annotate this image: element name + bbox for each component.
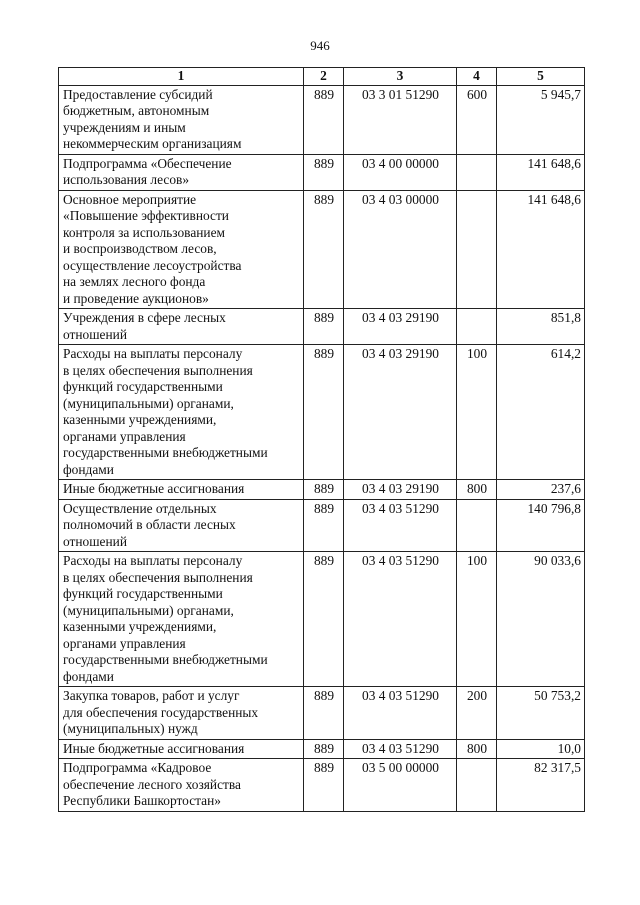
expense-name-line: органами управления bbox=[63, 635, 186, 651]
amount: 614,2 bbox=[497, 345, 585, 480]
expense-name-line: в целях обеспечения выполнения bbox=[63, 569, 253, 585]
table-row bbox=[59, 499, 585, 552]
expense-name-line: контроля за использованием bbox=[63, 224, 226, 240]
ministry-code: 889 bbox=[304, 85, 344, 154]
ministry-code: 889 bbox=[304, 154, 344, 190]
expense-name-line: Предоставление субсидий bbox=[63, 86, 213, 102]
table-row bbox=[59, 739, 585, 759]
target-article-code: 03 4 03 51290 bbox=[344, 552, 457, 687]
amount: 140 796,8 bbox=[497, 499, 585, 552]
table-row bbox=[59, 85, 585, 154]
expense-name-line: казенными учреждениями, bbox=[63, 412, 217, 427]
expense-name-line: полномочий в области лесных bbox=[63, 517, 236, 532]
target-article-code: 03 4 03 29190 bbox=[344, 309, 457, 345]
amount: 10,0 bbox=[497, 739, 585, 759]
expense-name-line: на землях лесного фонда bbox=[63, 274, 206, 289]
ministry-code: 889 bbox=[304, 499, 344, 552]
table-row bbox=[59, 309, 585, 345]
expense-name-line: Иные бюджетные ассигнования bbox=[63, 481, 245, 496]
ministry-code: 889 bbox=[304, 480, 344, 500]
expense-name-line: (муниципальными) органами, bbox=[63, 395, 234, 411]
expense-name-line: функций государственными bbox=[63, 586, 223, 601]
expense-name-line: Подпрограмма «Кадровое bbox=[63, 760, 212, 775]
amount: 5 945,7 bbox=[497, 85, 585, 154]
expense-name-line: Осуществление отдельных bbox=[63, 500, 217, 516]
expense-name bbox=[59, 552, 304, 687]
expense-name bbox=[59, 309, 304, 345]
expense-name-line: для обеспечения государственных bbox=[63, 704, 259, 720]
expense-name-line: Учреждения в сфере лесных bbox=[63, 310, 226, 325]
expense-name-line: бюджетным, автономным bbox=[63, 103, 210, 118]
expense-name-line: некоммерческим организациям bbox=[63, 136, 242, 151]
expense-name-line: и воспроизводством лесов, bbox=[63, 241, 217, 256]
target-article-code: 03 3 01 51290 bbox=[344, 85, 457, 154]
expense-name-line: в целях обеспечения выполнения bbox=[63, 362, 253, 378]
header-col-4: 4 bbox=[457, 68, 497, 86]
expense-type-code bbox=[457, 154, 497, 190]
amount: 141 648,6 bbox=[497, 154, 585, 190]
expense-name-line: (муниципальных) нужд bbox=[63, 721, 198, 736]
expense-name-line: обеспечение лесного хозяйства bbox=[63, 776, 241, 792]
expense-name-line: (муниципальными) органами, bbox=[63, 602, 234, 618]
header-col-1: 1 bbox=[59, 68, 304, 86]
expense-type-code: 100 bbox=[457, 345, 497, 480]
table-row bbox=[59, 687, 585, 740]
expense-name-line: учреждениям и иным bbox=[63, 119, 186, 135]
expense-name-line: функций государственными bbox=[63, 379, 223, 394]
target-article-code: 03 4 03 00000 bbox=[344, 190, 457, 309]
expense-name bbox=[59, 190, 304, 309]
expense-name bbox=[59, 154, 304, 190]
expense-name-line: Основное мероприятие bbox=[63, 191, 197, 207]
amount: 50 753,2 bbox=[497, 687, 585, 740]
expense-name bbox=[59, 759, 304, 812]
expense-type-code bbox=[457, 759, 497, 812]
expense-type-code bbox=[457, 309, 497, 345]
expense-name-line: отношений bbox=[63, 533, 127, 549]
expense-type-code bbox=[457, 499, 497, 552]
amount: 237,6 bbox=[497, 480, 585, 500]
page-number: 946 bbox=[310, 38, 330, 53]
table-row bbox=[59, 154, 585, 190]
expense-name-line: Подпрограмма «Обеспечение bbox=[63, 155, 232, 171]
target-article-code: 03 4 03 51290 bbox=[344, 739, 457, 759]
expense-name-line: Республики Башкортостан» bbox=[63, 793, 221, 808]
expense-name-line: государственными внебюджетными bbox=[63, 652, 268, 667]
target-article-code: 03 4 03 51290 bbox=[344, 687, 457, 740]
expense-name-line: Расходы на выплаты персоналу bbox=[63, 553, 243, 568]
table-row bbox=[59, 759, 585, 812]
expense-name-line: органами управления bbox=[63, 428, 186, 444]
target-article-code: 03 5 00 00000 bbox=[344, 759, 457, 812]
expense-name bbox=[59, 739, 304, 759]
expense-name-line: фондами bbox=[63, 668, 114, 684]
expense-type-code: 100 bbox=[457, 552, 497, 687]
ministry-code: 889 bbox=[304, 190, 344, 309]
ministry-code: 889 bbox=[304, 552, 344, 687]
expense-name-line: Закупка товаров, работ и услуг bbox=[63, 688, 240, 703]
expense-name-line: Иные бюджетные ассигнования bbox=[63, 740, 245, 756]
expense-name bbox=[59, 480, 304, 500]
ministry-code: 889 bbox=[304, 759, 344, 812]
header-col-3: 3 bbox=[344, 68, 457, 86]
target-article-code: 03 4 03 29190 bbox=[344, 345, 457, 480]
expense-name bbox=[59, 499, 304, 552]
table-row bbox=[59, 480, 585, 500]
amount: 851,8 bbox=[497, 309, 585, 345]
budget-table bbox=[58, 67, 585, 812]
target-article-code: 03 4 03 51290 bbox=[344, 499, 457, 552]
expense-name-line: казенными учреждениями, bbox=[63, 619, 217, 634]
ministry-code: 889 bbox=[304, 345, 344, 480]
expense-name-line: фондами bbox=[63, 461, 114, 477]
target-article-code: 03 4 00 00000 bbox=[344, 154, 457, 190]
expense-type-code: 800 bbox=[457, 480, 497, 500]
expense-type-code: 200 bbox=[457, 687, 497, 740]
target-article-code: 03 4 03 29190 bbox=[344, 480, 457, 500]
expense-type-code bbox=[457, 190, 497, 309]
ministry-code: 889 bbox=[304, 739, 344, 759]
expense-type-code: 600 bbox=[457, 85, 497, 154]
amount: 90 033,6 bbox=[497, 552, 585, 687]
header-col-5: 5 bbox=[497, 68, 585, 86]
expense-name bbox=[59, 687, 304, 740]
expense-name-line: государственными внебюджетными bbox=[63, 445, 268, 460]
header-col-2: 2 bbox=[304, 68, 344, 86]
expense-name-line: осуществление лесоустройства bbox=[63, 257, 242, 273]
amount: 82 317,5 bbox=[497, 759, 585, 812]
header-row bbox=[59, 68, 585, 86]
expense-name-line: отношений bbox=[63, 326, 127, 342]
table-body bbox=[59, 85, 585, 811]
amount: 141 648,6 bbox=[497, 190, 585, 309]
expense-name-line: «Повышение эффективности bbox=[63, 208, 229, 223]
expense-name-line: Расходы на выплаты персоналу bbox=[63, 346, 243, 361]
expense-name-line: и проведение аукционов» bbox=[63, 290, 209, 306]
table-row bbox=[59, 552, 585, 687]
expense-type-code: 800 bbox=[457, 739, 497, 759]
expense-name bbox=[59, 345, 304, 480]
ministry-code: 889 bbox=[304, 309, 344, 345]
table-row bbox=[59, 190, 585, 309]
expense-name-line: использования лесов» bbox=[63, 172, 190, 187]
table-row bbox=[59, 345, 585, 480]
expense-name bbox=[59, 85, 304, 154]
ministry-code: 889 bbox=[304, 687, 344, 740]
